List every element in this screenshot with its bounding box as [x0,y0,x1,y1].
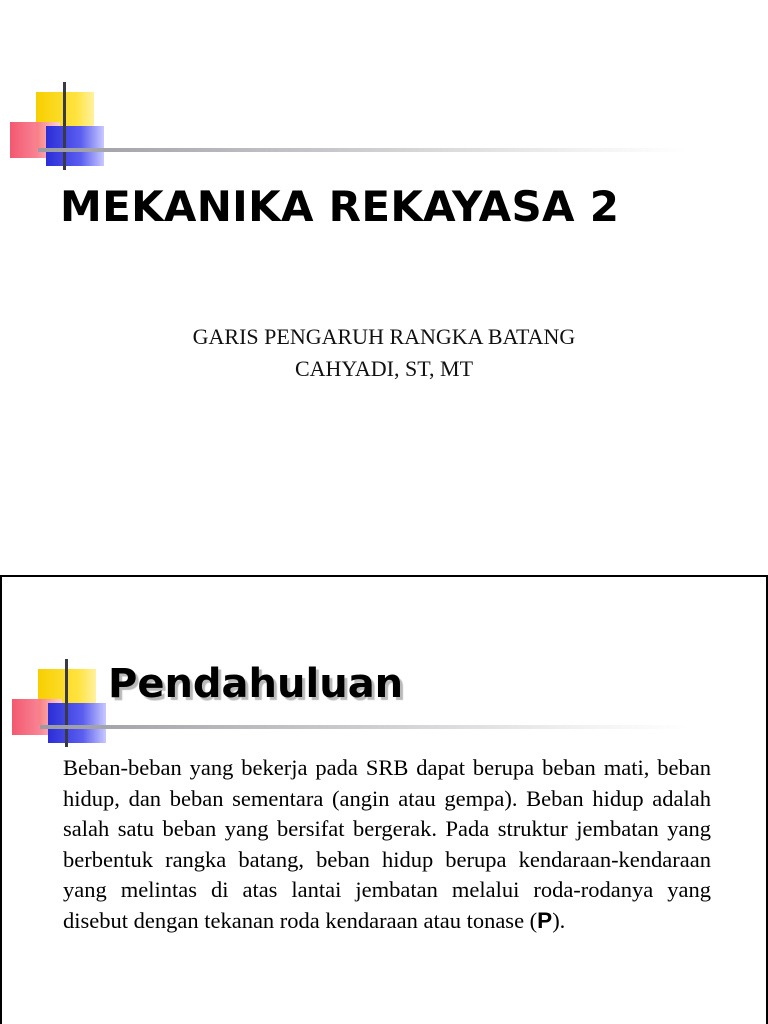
vertical-rule [63,82,66,170]
vertical-rule [65,659,68,747]
horizontal-rule [40,725,690,729]
slide-title: MEKANIKA REKAYASA 2 [60,182,620,231]
blue-square [46,126,104,166]
slide-subtitle-topic: GARIS PENGARUH RANGKA BATANG [192,324,576,349]
decorative-logo-blocks [0,80,700,180]
blue-square [48,703,106,743]
body-text-main: Beban-beban yang bekerja pada SRB dapat berupa beban mati, beban hidup, dan beban sementara (angin atau gempa). Beban hidup adalah salah satu beban yang bersifat bergerak. Pada struktur jembatan yang berbentuk rangka batang, beban hidup berupa kendaraan-kendaraan yang melintas di atas lantai jembatan melalui roda-rodanya yang disebut dengan tekanan roda kendaraan atau tonase ( [63,755,711,933]
slide-subtitle-author: CAHYADI, ST, MT [294,356,474,381]
horizontal-rule [38,148,688,152]
section-heading: Pendahuluan [108,661,404,707]
load-symbol: P [537,907,553,933]
body-text-end: ). [552,907,566,933]
slide-pendahuluan [0,575,768,1024]
body-paragraph [63,753,711,936]
